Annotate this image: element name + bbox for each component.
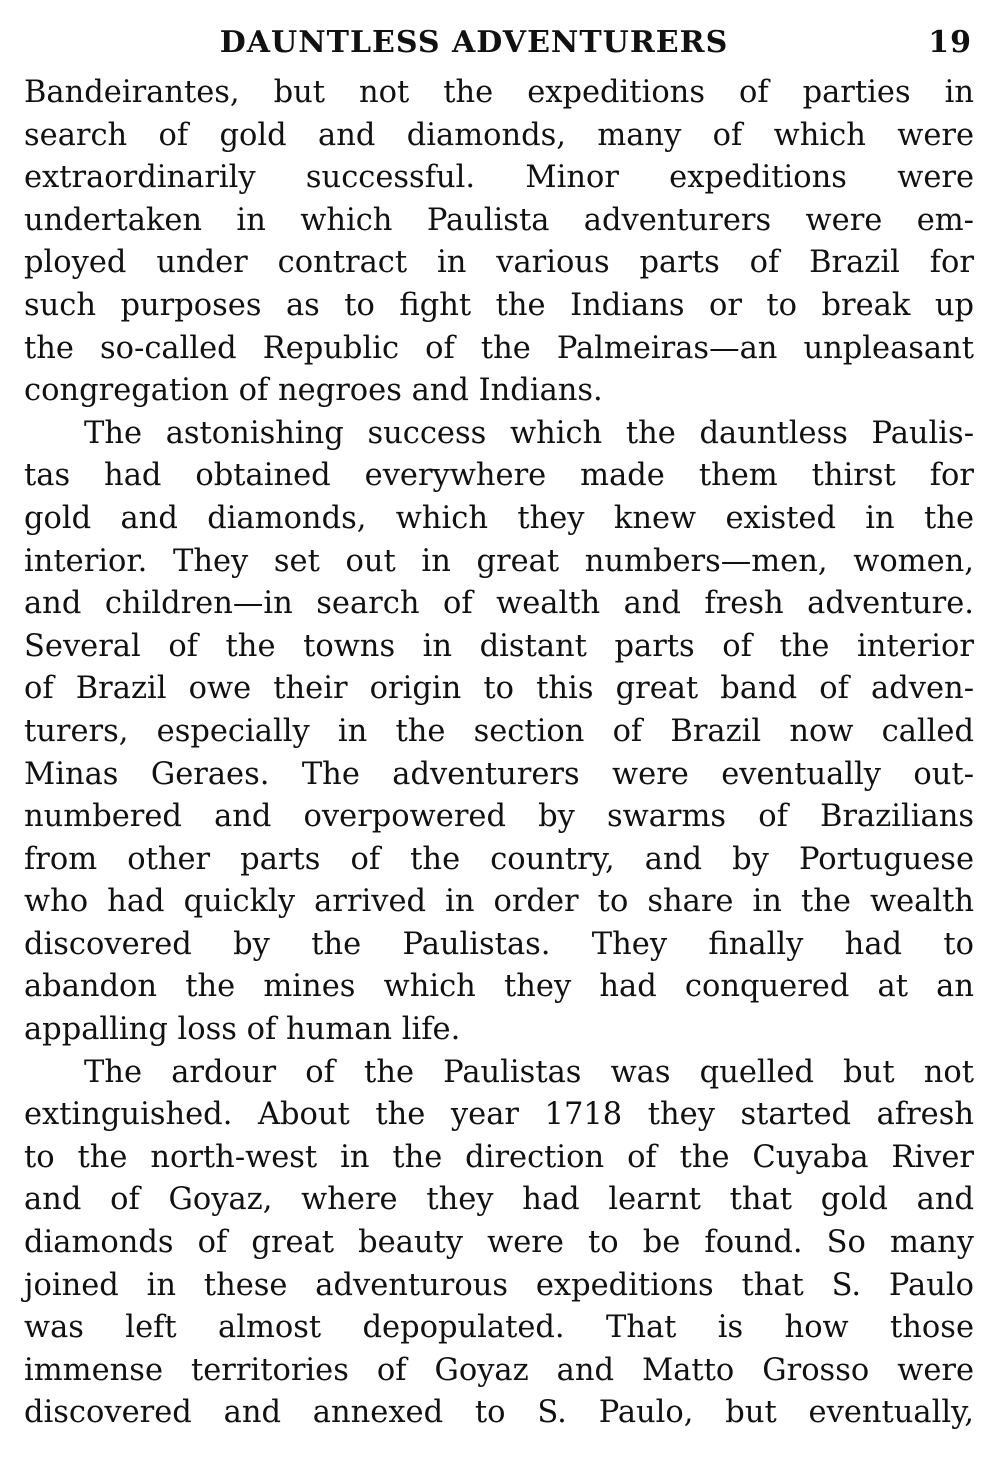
text-line: search of gold and diamonds, many of which were [24,117,974,153]
text-line: joined in these adventurous expeditions that S. Paulo [24,1267,974,1303]
text-line: discovered and annexed to S. Paulo, but eventually, [24,1395,974,1431]
text-line: ployed under contract in various parts of Brazil for [24,245,974,281]
page-number: 19 [928,25,972,60]
running-head [24,14,974,72]
text-line: extraordinarily successful. Minor expeditions were [24,160,974,196]
text-line: turers, especially in the section of Brazil now called [24,713,974,749]
text-line: tas had obtained everywhere made them thirst for [24,458,974,494]
text-line: the so-called Republic of the Palmeiras—an unpleasant [24,330,974,366]
text-line: and of Goyaz, where they had learnt that gold and [24,1182,974,1218]
text-line: Several of the towns in distant parts of the interior [24,628,974,664]
text-line: immense territories of Goyaz and Matto Grosso were [24,1352,974,1388]
running-title: DAUNTLESS ADVENTURERS [219,25,729,60]
text-line: to the north-west in the direction of the Cuyaba River [24,1139,974,1175]
text-line: undertaken in which Paulista adventurers were em- [24,202,974,238]
paragraph [24,413,974,1052]
text-line: The astonishing success which the dauntless Paulis- [84,415,974,451]
text-line: interior. They set out in great numbers—men, women, [24,543,974,579]
text-line: extinguished. About the year 1718 they started afresh [24,1097,974,1133]
text-line: appalling loss of human life. [24,1012,461,1048]
body-text [24,72,974,1435]
text-line: congregation of negroes and Indians. [24,373,603,409]
text-line: diamonds of great beauty were to be found. So many [24,1225,974,1261]
text-line: Minas Geraes. The adventurers were eventually out- [24,756,974,792]
text-line: of Brazil owe their origin to this great band of adven- [24,671,974,707]
text-line: gold and diamonds, which they knew existed in the [24,500,974,536]
paragraph [24,1052,974,1435]
text-line: numbered and overpowered by swarms of Brazilians [24,799,974,835]
text-line: and children—in search of wealth and fresh adventure. [24,586,974,622]
text-line: who had quickly arrived in order to share in the wealth [24,884,974,920]
text-line: The ardour of the Paulistas was quelled but not [84,1054,974,1090]
text-line: discovered by the Paulistas. They finally had to [24,926,974,962]
text-line: was left almost depopulated. That is how those [24,1310,974,1346]
paragraph [24,72,974,413]
book-page [24,14,974,1435]
text-line: Bandeirantes, but not the expeditions of parties in [24,75,974,110]
text-line: such purposes as to fight the Indians or to break up [24,287,974,323]
text-line: from other parts of the country, and by Portuguese [24,841,974,877]
text-line: abandon the mines which they had conquered at an [24,969,974,1005]
